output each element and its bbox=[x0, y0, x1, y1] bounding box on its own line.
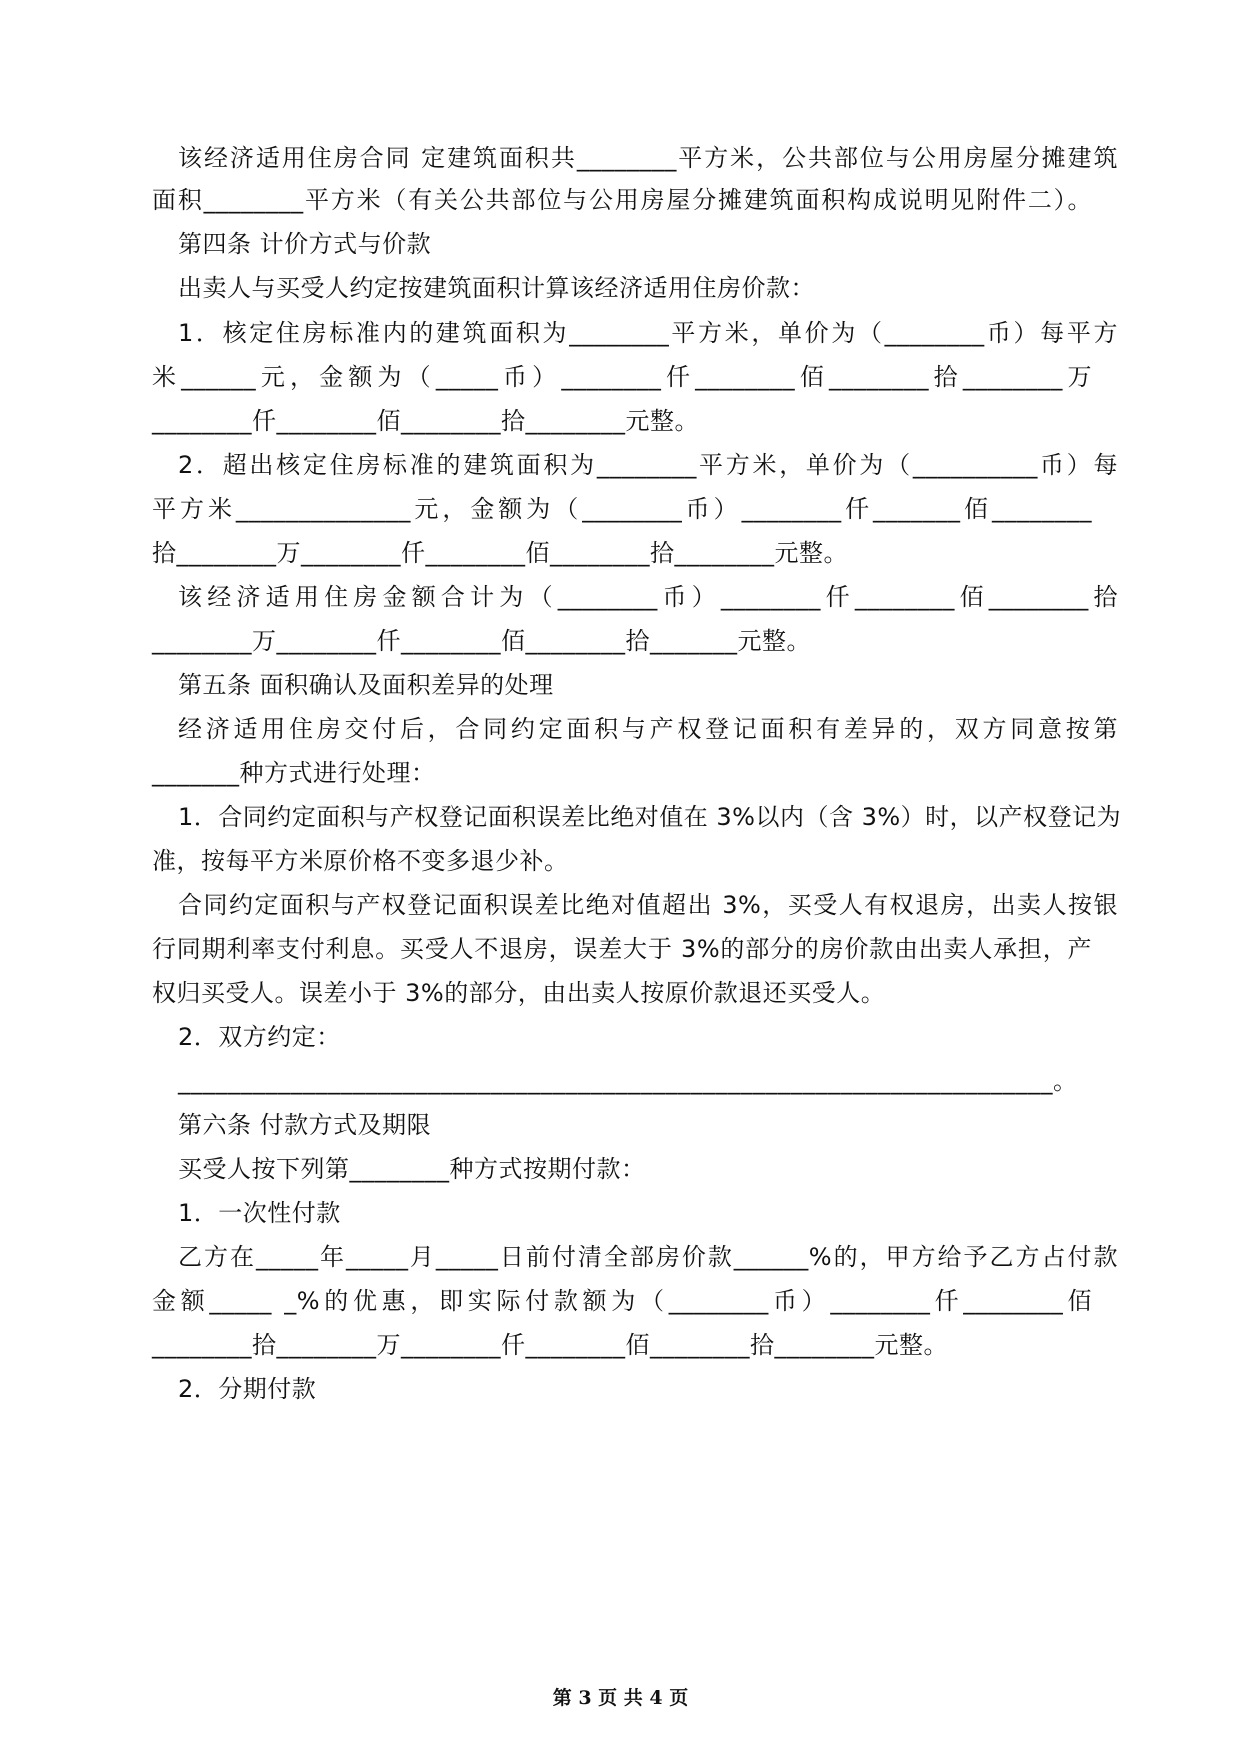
paragraph-line: 1．核定住房标准内的建筑面积为________平方米，单价为（________币）每平方 bbox=[178, 319, 1118, 347]
paragraph-line: 买受人按下列第________种方式按期付款： bbox=[178, 1155, 646, 1183]
blank-fill-line: ______________________________________________________________________。 bbox=[178, 1067, 1078, 1095]
paragraph-line: 2．双方约定： bbox=[178, 1023, 341, 1051]
paragraph-line: 2．超出核定住房标准的建筑面积为________平方米，单价为（__________币）每 bbox=[178, 451, 1118, 479]
article-heading: 第五条 面积确认及面积差异的处理 bbox=[178, 671, 554, 699]
paragraph-line: ________仟________佰________拾________元整。 bbox=[152, 407, 699, 435]
paragraph-line: 合同约定面积与产权登记面积误差比绝对值超出 3%，买受人有权退房，出卖人按银 bbox=[178, 891, 1118, 919]
paragraph-line: 2．分期付款 bbox=[178, 1375, 317, 1403]
paragraph-line: 权归买受人。误差小于 3%的部分，由出卖人按原价款退还买受人。 bbox=[152, 979, 886, 1007]
paragraph-line: 准，按每平方米原价格不变多退少补。 bbox=[152, 847, 569, 875]
paragraph-line: 面积________平方米（有关公共部位与公用房屋分摊建筑面积构成说明见附件二）。 bbox=[152, 186, 1092, 214]
paragraph-line: 1．一次性付款 bbox=[178, 1199, 341, 1227]
paragraph-line: 乙方在_____年_____月_____日前付清全部房价款______%的，甲方给予乙方占付款 bbox=[178, 1243, 1118, 1271]
paragraph-line: ________拾________万________仟________佰________拾________元整。 bbox=[152, 1331, 948, 1359]
paragraph-line: 米______元，金额为（_____币）________仟________佰________拾________万 bbox=[152, 363, 1092, 391]
paragraph-line: 金额_____ _%的优惠，即实际付款额为（________币）________仟________佰 bbox=[152, 1287, 1092, 1315]
paragraph-line: 出卖人与买受人约定按建筑面积计算该经济适用住房价款： bbox=[178, 274, 815, 302]
article-heading: 第六条 付款方式及期限 bbox=[178, 1111, 432, 1139]
paragraph-line: 经济适用住房交付后，合同约定面积与产权登记面积有差异的，双方同意按第 bbox=[178, 715, 1118, 743]
paragraph-line: 行同期利率支付利息。买受人不退房，误差大于 3%的部分的房价款由出卖人承担，产 bbox=[152, 935, 1092, 963]
page-number-footer: 第 3 页 共 4 页 bbox=[552, 1687, 689, 1709]
paragraph-line: 拾________万________仟________佰________拾________元整。 bbox=[152, 539, 848, 567]
paragraph-line: ________万________仟________佰________拾_______元整。 bbox=[152, 627, 811, 655]
paragraph-line: _______种方式进行处理： bbox=[152, 759, 436, 787]
paragraph-line: 该经济适用住房金额合计为（________币）________仟________佰________拾 bbox=[178, 583, 1118, 611]
paragraph-line: 该经济适用住房合同 定建筑面积共________平方米，公共部位与公用房屋分摊建筑 bbox=[178, 144, 1118, 172]
paragraph-line: 平方米______________元，金额为（________币）________仟_______佰________ bbox=[152, 495, 1092, 523]
paragraph-line: 1．合同约定面积与产权登记面积误差比绝对值在 3%以内（含 3%）时，以产权登记为 bbox=[178, 803, 1122, 831]
article-heading: 第四条 计价方式与价款 bbox=[178, 230, 432, 258]
